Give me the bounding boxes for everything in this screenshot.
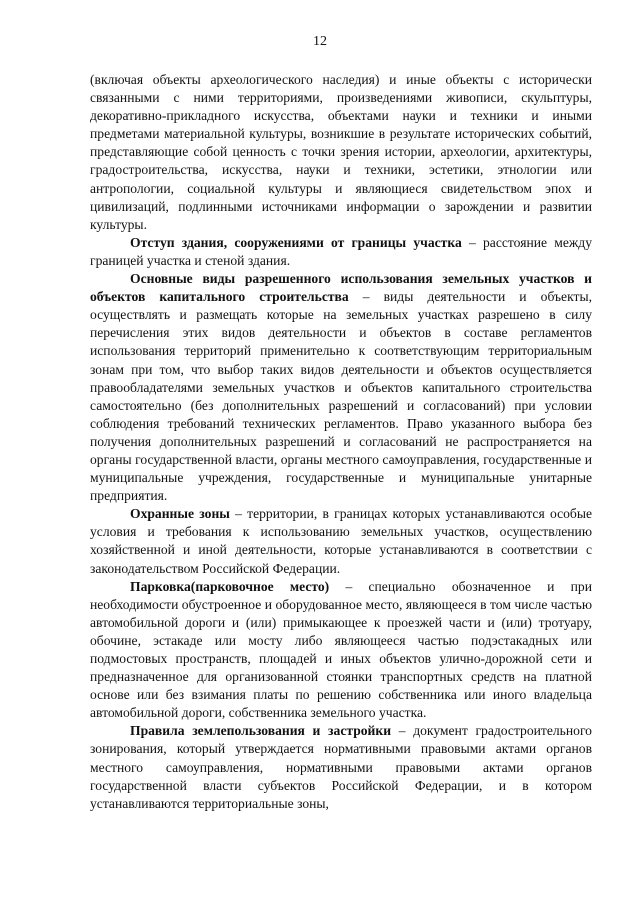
definition-term: Отступ здания, сооружениями от границы участка: [130, 234, 462, 250]
paragraph-body: (включая объекты археологического наследия) и иные объекты с исторически связанными с ними территориями, произведениями живописи, скульптуры, декоративно-прикладного искусства, объектами науки и техники и иными предметами материальной культуры, возникшие в результате исторических событий, представляющие собой ценность с точки зрения истории, археологии, архитектуры, градостроительства, искусства, науки и техники, эстетики, этнологии или антропологии, социальной культуры и являющиеся свидетельством эпох и цивилизаций, подлинными источниками информации о зарождении и развитии культуры.: [90, 72, 592, 232]
page-number: 12: [313, 34, 327, 49]
definition-parking: [90, 578, 592, 723]
definition-term: Охранные зоны: [130, 506, 230, 522]
definition-body: – расстояние между границей участка и стеной здания.: [90, 234, 592, 268]
definition-body: – виды деятельности и объекты, осуществлять и размещать которые на земельных участках разрешено в силу перечисления этих видов деятельности и объектов в составе регламентов использования территорий применительно к соответствующим территориальным зонам при том, что выбор таких видов деятельности и объектов осуществляется правообладателями земельных участков и объектов капитального строительства самостоятельно (без дополнительных разрешений и согласований) при условии соблюдения требований технических регламентов. Право указанного выбора без получения дополнительных разрешений и согласований не распространяется на органы государственной власти, органы местного самоуправления, государственные и муниципальные учреждения, государственные и муниципальные унитарные предприятия.: [90, 289, 592, 504]
definition-protected-zones: [90, 505, 592, 577]
definition-setback: [90, 234, 592, 270]
definition-term: Парковка(парковочное место): [130, 578, 330, 594]
definition-body: – территории, в границах которых устанавливаются особые условия и требования к использованию земельных участков, осуществлению хозяйственной и иной деятельности, которые устанавливаются в соответствии с законодательством Российской Федерации.: [90, 506, 592, 576]
definition-body: – документ градостроительного зонирования, который утверждается нормативными правовыми актами органов местного самоуправления, нормативными правовыми актами органов государственной власти субъектов Российской Федерации, и в котором устанавливаются территориальные зоны,: [90, 723, 592, 811]
definition-term: Правила землепользования и застройки: [130, 723, 392, 739]
definition-land-use-rules: [90, 722, 592, 812]
paragraph-cultural-heritage: [90, 71, 592, 234]
definition-body: – специально обозначенное и при необходимости обустроенное и оборудованное место, являющееся в том числе частью автомобильной дороги и (или) примыкающее к проезжей части и (или) тротуару, обочине, эстакаде или мосту либо являющееся частью подэстакадных или подмостовых пространств, площадей и иных объектов улично-дорожной сети и предназначенное для организованной стоянки транспортных средств на платной основе или без взимания платы по решению собственника или иного владельца автомобильной дороги, собственника земельного участка.: [90, 578, 592, 721]
definition-permitted-use: [90, 270, 592, 505]
document-body: [90, 71, 592, 813]
definition-term: Основные виды разрешенного использования земельных участков и объектов капитального строительства: [90, 271, 592, 305]
